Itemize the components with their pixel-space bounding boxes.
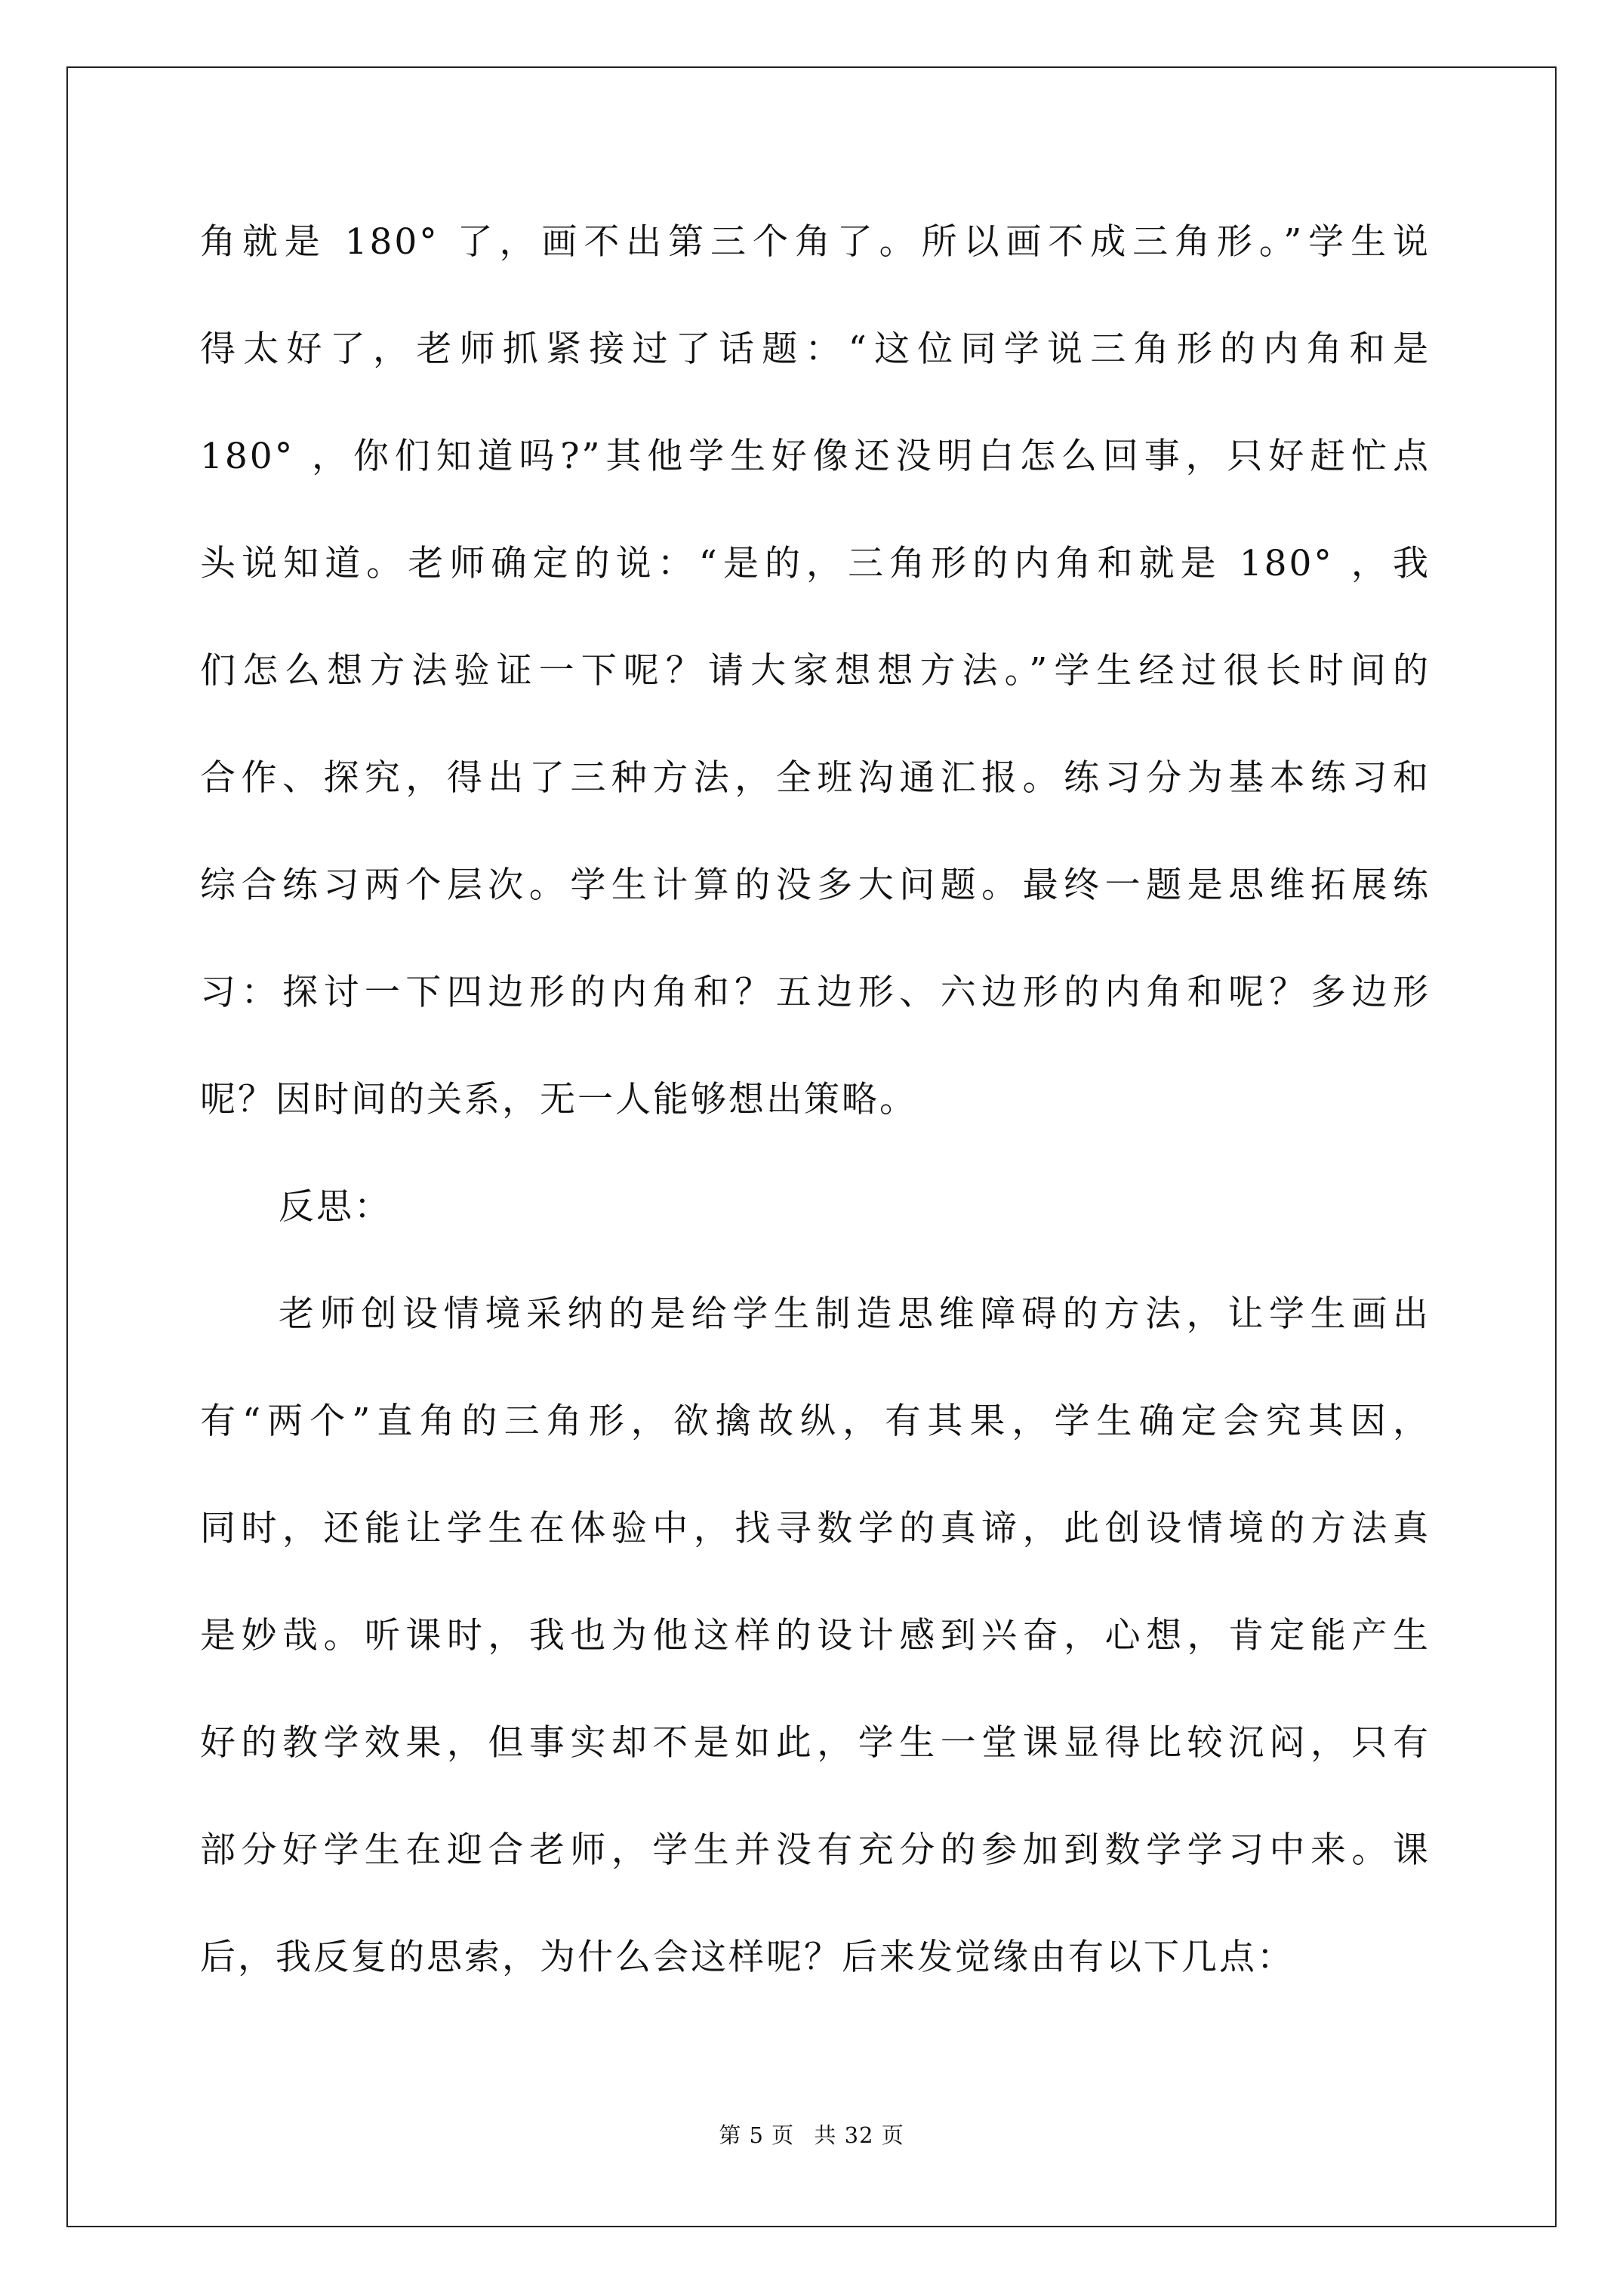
text-line: 同时，还能让学生在体验中，找寻数学的真谛，此创设情境的方法真 bbox=[200, 1508, 1431, 1549]
text-line: 是妙哉。听课时，我也为他这样的设计感到兴奋，心想，肯定能产生 bbox=[200, 1615, 1431, 1657]
document-body bbox=[200, 204, 1431, 2026]
text-line: 角就是 180° 了，画不出第三个角了。所以画不成三角形。”学生说 bbox=[200, 221, 1431, 263]
text-line: 好的教学效果，但事实却不是如此，学生一堂课显得比较沉闷，只有 bbox=[200, 1722, 1431, 1764]
text-line: 合作、探究，得出了三种方法，全班沟通汇报。练习分为基本练习和 bbox=[200, 757, 1431, 799]
page-number: 第 5 页 bbox=[719, 2122, 795, 2148]
section-heading-reflection: 反思： bbox=[279, 1186, 392, 1228]
text-line: 习：探讨一下四边形的内角和？五边形、六边形的内角和呢？多边形 bbox=[200, 972, 1431, 1013]
paragraph-first-line: 老师创设情境采纳的是给学生制造思维障碍的方法，让学生画出 bbox=[279, 1293, 1431, 1335]
text-line: 有“两个”直角的三角形，欲擒故纵，有其果，学生确定会究其因， bbox=[200, 1401, 1431, 1442]
page-footer bbox=[0, 2119, 1623, 2150]
text-line: 头说知道。老师确定的说：“是的，三角形的内角和就是 180° ，我 bbox=[200, 543, 1431, 584]
text-line: 后，我反复的思索，为什么会这样呢？后来发觉缘由有以下几点： bbox=[200, 1937, 1295, 1978]
page-total: 共 32 页 bbox=[814, 2122, 904, 2148]
text-line: 综合练习两个层次。学生计算的没多大问题。最终一题是思维拓展练 bbox=[200, 864, 1431, 906]
text-line: 180° ，你们知道吗?”其他学生好像还没明白怎么回事，只好赶忙点 bbox=[200, 436, 1431, 477]
text-line: 们怎么想方法验证一下呢？请大家想想方法。”学生经过很长时间的 bbox=[200, 650, 1431, 692]
text-line: 得太好了，老师抓紧接过了话题：“这位同学说三角形的内角和是 bbox=[200, 328, 1431, 370]
text-line: 部分好学生在迎合老师，学生并没有充分的参加到数学学习中来。课 bbox=[200, 1829, 1431, 1871]
text-line: 呢？因时间的关系，无一人能够想出策略。 bbox=[200, 1079, 917, 1120]
